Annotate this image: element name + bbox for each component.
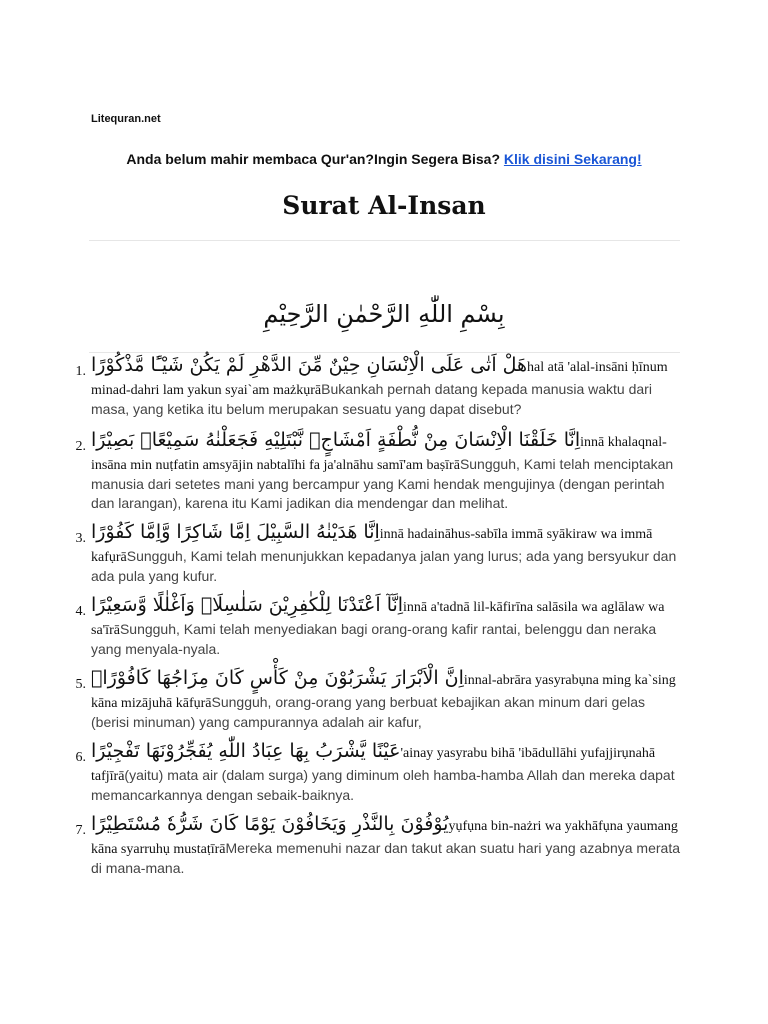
verse-number: 7.: [75, 823, 86, 838]
verse-translation: Sungguh, orang-orang yang berbuat kebajikan akan minum dari gelas (berisi minuman) yang campurannya adalah air kafur,: [91, 694, 646, 730]
verse-transliteration: hal atā 'alal-insāni ḥīnum minad-dahri lam yakun syai`am mażkụrā: [91, 360, 668, 398]
verse-translation: Bukankah pernah datang kepada manusia waktu dari masa, yang ketika itu belum merupakan sesuatu yang dapat disebut?: [91, 381, 652, 417]
verse-number: 6.: [75, 750, 86, 765]
promo-link[interactable]: Klik disini Sekarang!: [503, 151, 642, 167]
verse-transliteration: innal-abrāra yasyrabụna ming ka`sing kāna mizājuhā kāfụrā: [91, 673, 676, 711]
verse-list: [64, 350, 684, 878]
promo-text: Anda belum mahir membaca Qur'an?Ingin Segera Bisa?: [126, 151, 504, 167]
verse-translation: Sungguh, Kami telah menciptakan manusia dari setetes mani yang bercampur yang Kami hendak mengujinya (dengan perintah dan larangan), karena itu Kami jadikan dia mendengar dan melihat.: [91, 456, 674, 511]
verse-arabic: عَيْنًا يَّشْرَبُ بِهَا عِبَادُ اللّٰهِ يُفَجِّرُوْنَهَا تَفْجِيْرًا: [91, 740, 401, 762]
verse-item: [64, 425, 684, 513]
basmala: بِسْمِ اللّٰهِ الرَّحْمٰنِ الرَّحِيْمِ: [263, 300, 505, 328]
verse-transliteration: innā a'tadnā lil-kāfirīna salāsila wa aglālaw wa sa'īrā: [91, 600, 665, 638]
verse-transliteration: innā hadaināhus-sabīla immā syākiraw wa immā kafụrā: [91, 527, 653, 565]
verse-transliteration: yụfụna bin-nażri wa yakhāfụna yaumang kāna syarruhụ mustaṭīrā: [91, 819, 678, 857]
verse-number: 2.: [75, 439, 86, 454]
verse-item: [64, 517, 684, 586]
verse-transliteration: innā khalaqnal-insāna min nuṭfatin amsyājin nabtalīhi fa ja'alnāhu samī'am baṣīrā: [91, 435, 667, 473]
verse-arabic: هَلْ اَتٰى عَلَى الْاِنْسَانِ حِيْنٌ مِّنَ الدَّهْرِ لَمْ يَكُنْ شَيْـًٔا مَّذْكُوْرًا: [91, 354, 528, 376]
promo-banner: [0, 151, 768, 167]
verse-item: [64, 663, 684, 732]
verse-arabic: اِنَّا خَلَقْنَا الْاِنْسَانَ مِنْ نُّطْفَةٍ اَمْشَاجٍۖ نَّبْتَلِيْهِ فَجَعَلْنٰهُ سَمِيْعًاۢ بَصِيْرًا: [91, 429, 581, 451]
verse-translation: Mereka memenuhi nazar dan takut akan suatu hari yang azabnya merata di mana-mana.: [91, 840, 681, 876]
verse-arabic: اِنَّا هَدَيْنٰهُ السَّبِيْلَ اِمَّا شَاكِرًا وَّاِمَّا كَفُوْرًا: [91, 521, 380, 543]
verse-item: [64, 736, 684, 805]
verse-number: 3.: [75, 531, 86, 546]
verse-arabic: يُوْفُوْنَ بِالنَّذْرِ وَيَخَافُوْنَ يَوْمًا كَانَ شَرُّهٗ مُسْتَطِيْرًا: [91, 813, 449, 835]
verse-number: 5.: [75, 677, 86, 692]
verse-item: [64, 590, 684, 659]
verse-number: 1.: [75, 364, 86, 379]
title-divider: [89, 240, 680, 241]
verse-translation: (yaitu) mata air (dalam surga) yang diminum oleh hamba-hamba Allah dan mereka dapat memancarkannya dengan sebaik-baiknya.: [91, 767, 675, 803]
verse-transliteration: 'ainay yasyrabu bihā 'ibādullāhi yufajjirụnahā tafjīrā: [91, 746, 656, 784]
verse-item: [64, 350, 684, 419]
surah-title: Surat Al-Insan: [282, 191, 486, 220]
verse-arabic: اِنَّآ اَعْتَدْنَا لِلْكٰفِرِيْنَ سَلٰسِلَا۟ وَاَغْلٰلًا وَّسَعِيْرًا: [91, 594, 404, 616]
verse-number: 4.: [75, 604, 86, 619]
verse-arabic: اِنَّ الْاَبْرَارَ يَشْرَبُوْنَ مِنْ كَأْسٍ كَانَ مِزَاجُهَا كَافُوْرًاۚ: [91, 667, 464, 689]
verse-translation: Sungguh, Kami telah menunjukkan kepadanya jalan yang lurus; ada yang bersyukur dan ada pula yang kufur.: [91, 548, 677, 584]
verse-item: [64, 809, 684, 878]
verse-translation: Sungguh, Kami telah menyediakan bagi orang-orang kafir rantai, belenggu dan neraka yang menyala-nyala.: [91, 621, 657, 657]
site-name: Litequran.net: [91, 113, 161, 125]
